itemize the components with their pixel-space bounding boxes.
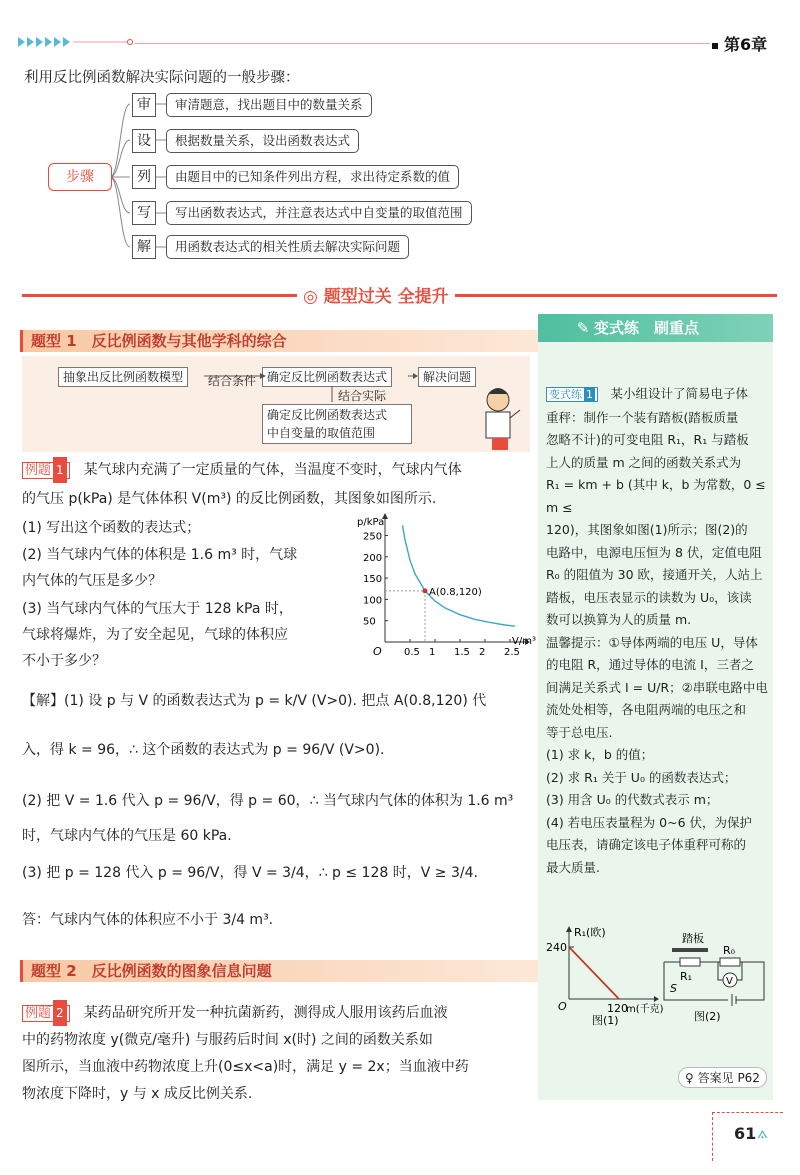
example2-label: 例题 2 — [22, 1005, 70, 1022]
resistance-mass-graph — [544, 924, 664, 1027]
example2-line: 中的药物浓度 y(微克/毫升) 与服药后时间 x(时) 之间的函数关系如 — [22, 1032, 433, 1048]
fig1-xlabel: m(千克) — [626, 1004, 664, 1015]
fig1-ylabel: R₁(欧) — [574, 926, 606, 939]
fig1-origin: O — [558, 1000, 567, 1013]
origin-label: O — [373, 645, 382, 658]
y-tick-label: 200 — [363, 552, 383, 564]
y-tick-label: 50 — [363, 616, 376, 628]
practice-line: 等于总电压. — [546, 724, 613, 740]
compass-icon: ⟑ — [757, 1122, 768, 1143]
flow-box: 确定反比例函数表达式 中自变量的取值范围 — [262, 404, 412, 444]
practice-text — [546, 383, 768, 879]
practice-line: (3) 用含 U₀ 的代数式表示 m； — [546, 792, 719, 807]
type1-header: 题型 1 反比例函数与其他学科的综合 — [20, 330, 539, 352]
solution-line: (3) 把 p = 128 代入 p = 96/V，得 V = 3/4，∴ p ≤ 128 时，V ≥ 3/4. — [22, 865, 478, 881]
question-3: 不小于多少？ — [22, 653, 106, 669]
fig2-r0: R₀ — [723, 944, 736, 957]
practice-line: 上人的质量 m 之间的函数关系式为 — [546, 454, 742, 470]
practice-line: 重秤：制作一个装有踏板(踏板质量 — [546, 409, 739, 425]
step-desc: 用函数表达式的相关性质去解决实际问题 — [166, 235, 409, 259]
header-arrows-decoration — [18, 36, 133, 48]
x-tick-label: 2 — [479, 647, 486, 658]
intro-text: 利用反比例函数解决实际问题的一般步骤： — [24, 70, 300, 86]
practice-line: 忽略不计)的可变电阻 R₁，R₁ 与踏板 — [546, 432, 749, 447]
flow-box: 抽象出反比例函数模型 — [58, 367, 188, 387]
practice-line: R₁ = km + b (其中 k，b 为常数，0 ≤ m ≤ — [546, 477, 766, 515]
step-key: 写 — [132, 201, 156, 225]
section-banner-title: ◎ 题型过关 全提升 — [297, 282, 455, 307]
fig2-switch: S — [670, 982, 677, 995]
solution-line: 【解】(1) 设 p 与 V 的函数表达式为 p = k/V (V>0). 把点 A(0.8,120) 代 — [22, 693, 487, 709]
fig1-caption: 图(1) — [592, 1014, 619, 1027]
practice-line: 流处处相等，各电阻两端的电压之和 — [546, 702, 747, 717]
practice-line: 间满足关系式 I = U/R；②串联电路中电 — [546, 679, 768, 695]
y-tick-label: 150 — [363, 574, 383, 586]
example2-line: 图所示，当血液中药物浓度上升(0≤x<a)时，满足 y = 2x；当血液中药 — [22, 1059, 469, 1075]
y-axis-label: p/kPa — [357, 517, 385, 528]
x-tick-label: 1.5 — [454, 647, 470, 658]
fig1-x-tick: 120 — [607, 1002, 628, 1015]
page-number: 61 — [734, 1124, 757, 1143]
question-3: (3) 当气球内气体的气压大于 128 kPa 时， — [22, 601, 293, 617]
answer-line: 答：气球内气体的体积应不小于 3/4 m³. — [22, 912, 274, 928]
y-tick-label: 100 — [363, 595, 383, 607]
series-line — [403, 525, 516, 626]
step-key: 列 — [132, 165, 156, 189]
flow-caption: 结合条件 — [208, 374, 257, 388]
solution-line: (2) 把 V = 1.6 代入 p = 96/V，得 p = 60，∴ 当气球内气体的体积为 1.6 m³ — [22, 793, 514, 809]
question-1: (1) 写出这个函数的表达式； — [22, 520, 201, 536]
practice-line: 最大质量. — [546, 859, 600, 875]
x-tick-label: 1 — [429, 647, 436, 658]
fig1-y-tick: 240 — [546, 941, 567, 954]
practice-line: 数可以换算为人的质量 m. — [546, 612, 692, 627]
fig2-voltmeter: V — [726, 976, 733, 987]
fig2-r1: R₁ — [680, 970, 693, 983]
example2-line: 例题 2 某药品研究所开发一种抗菌新药，测得成人服用该药后血液 — [22, 1000, 527, 1027]
type2-header: 题型 2 反比例函数的图象信息问题 — [20, 960, 539, 982]
point-a — [423, 588, 428, 593]
step-desc: 根据数量关系，设出函数表达式 — [166, 129, 359, 153]
y-tick-label: 250 — [363, 531, 383, 543]
step-key: 解 — [132, 235, 156, 259]
practice-line: 120)，其图象如图(1)所示；图(2)的 — [546, 522, 748, 537]
practice-line: 电压表，请确定该电子体重秤可称的 — [546, 837, 747, 852]
practice-line: 变式练 1 某小组设计了简易电子体 — [546, 383, 768, 407]
question-2: 内气体的气压是多少？ — [22, 573, 162, 589]
step-desc: 由题目中的已知条件列出方程，求出待定系数的值 — [166, 165, 459, 189]
example2-line: 物浓度下降时，y 与 x 成反比例关系. — [22, 1086, 253, 1102]
example1-label: 例题 1 — [22, 462, 70, 479]
fig2-caption: 图(2) — [694, 1010, 721, 1023]
flow-caption: 结合实际 — [338, 389, 387, 403]
pressure-volume-chart — [345, 512, 536, 662]
step-desc: 审清题意，找出题目中的数量关系 — [166, 93, 372, 117]
question-3: 气球将爆炸，为了安全起见，气球的体积应 — [22, 627, 288, 643]
practice-line: (1) 求 k，b 的值； — [546, 747, 654, 762]
practice-line: (2) 求 R₁ 关于 U₀ 的函数表达式； — [546, 769, 737, 785]
flow-arrows — [200, 364, 430, 404]
practice-line: 电路中，电源电压恒为 8 伏，定值电阻 — [546, 544, 762, 560]
answer-reference: ♀ 答案见 P62 — [678, 1067, 767, 1088]
question-2: (2) 当气球内气体的体积是 1.6 m³ 时，气球 — [22, 547, 298, 563]
tip-icon: ♀ — [685, 1071, 694, 1085]
practice-line: (4) 若电压表量程为 0~6 伏，为保护 — [546, 814, 753, 830]
pencil-icon: ✎ — [576, 319, 590, 337]
example1-line: 的气压 p(kPa) 是气体体积 V(m³) 的反比例函数，其图象如图所示. — [22, 491, 437, 507]
steps-label: 步骤 — [48, 163, 112, 191]
cartoon-icon — [470, 380, 525, 452]
step-desc: 写出函数表达式，并注意表达式中自变量的取值范围 — [166, 201, 472, 225]
practice-line: 的电阻 R，通过导体的电流 I，三者之 — [546, 657, 754, 672]
x-axis-label: V/m³ — [512, 636, 536, 647]
x-tick-label: 0.5 — [404, 647, 420, 658]
step-key: 审 — [132, 93, 156, 117]
fig2-pedal: 踏板 — [682, 932, 704, 945]
solution-line: 入，得 k = 96，∴ 这个函数的表达式为 p = 96/V (V>0). — [22, 742, 385, 758]
practice-line: 温馨提示：①导体两端的电压 U，导体 — [546, 634, 758, 650]
step-key: 设 — [132, 129, 156, 153]
flow-box: 解决问题 — [418, 367, 476, 387]
circuit-diagram — [660, 928, 772, 1024]
flow-box: 确定反比例函数表达式 — [262, 367, 392, 387]
chapter-label: 第6章 — [712, 32, 767, 55]
x-tick-label: 2.5 — [504, 647, 520, 658]
point-a-label: A(0.8,120) — [429, 586, 482, 598]
practice-sidebar-header: ✎ 变式练 刷重点 — [538, 314, 773, 342]
practice-line: R₀ 的阻值为 30 欧，接通开关，人站上 — [546, 567, 763, 582]
practice-line: 踏板，电压表显示的读数为 U₀，该读 — [546, 589, 752, 605]
practice-tag: 变式练 1 — [546, 387, 598, 402]
example1-line: 例题 1 某气球内充满了一定质量的气体，当温度不变时，气球内气体 — [22, 457, 527, 484]
header-rule — [135, 43, 710, 44]
solution-line: 时，气球内气体的气压是 60 kPa. — [22, 828, 232, 844]
